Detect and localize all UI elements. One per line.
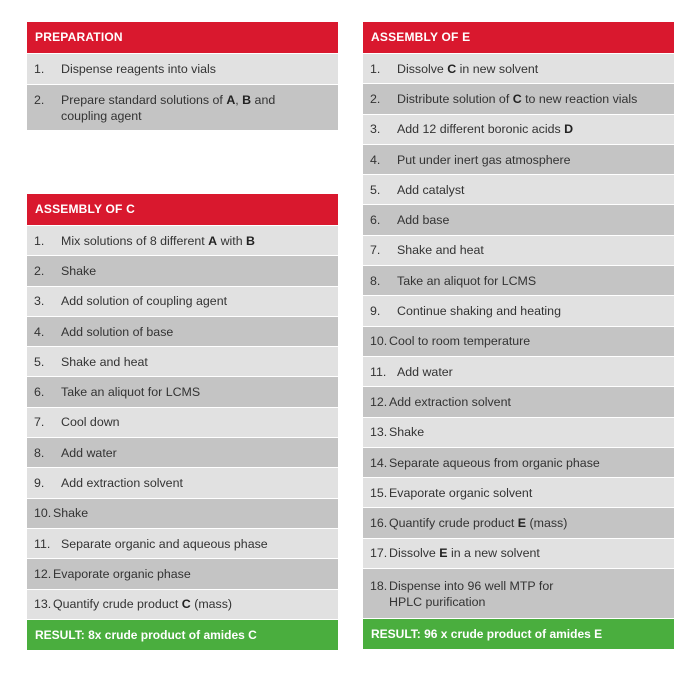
step-row bbox=[363, 417, 674, 447]
step-text: Dissolve E in a new solvent bbox=[389, 546, 540, 561]
step-number: 9. bbox=[34, 476, 45, 491]
step-text: Take an aliquot for LCMS bbox=[397, 273, 537, 288]
step-row bbox=[27, 84, 338, 130]
step-number: 17. bbox=[370, 546, 388, 561]
result-banner: RESULT: 8x crude product of amides C bbox=[27, 619, 338, 650]
compound-letter: A bbox=[208, 233, 218, 248]
step-text: Add extraction solvent bbox=[61, 476, 183, 491]
step-list bbox=[27, 53, 338, 130]
step-row bbox=[363, 114, 674, 144]
step-row bbox=[27, 376, 338, 406]
step-text: Add catalyst bbox=[397, 182, 465, 197]
step-text: Quantify crude product E (mass) bbox=[389, 516, 568, 531]
step-text: Add solution of coupling agent bbox=[61, 294, 228, 309]
step-text: Dispense reagents into vials bbox=[61, 62, 216, 76]
step-text: Shake bbox=[389, 425, 425, 440]
preparation-panel bbox=[27, 22, 338, 130]
step-row bbox=[27, 437, 338, 467]
step-row bbox=[27, 316, 338, 346]
step-number: 5. bbox=[370, 182, 381, 197]
step-number: 12. bbox=[34, 566, 52, 581]
step-list bbox=[363, 53, 674, 618]
step-number: 2. bbox=[34, 93, 45, 107]
step-number: 11. bbox=[370, 364, 387, 379]
step-row bbox=[363, 144, 674, 174]
step-row bbox=[363, 507, 674, 537]
step-text: Distribute solution of C to new reaction vials bbox=[397, 91, 638, 106]
step-number: 4. bbox=[34, 324, 45, 339]
compound-letter: C bbox=[512, 91, 522, 106]
step-number: 7. bbox=[370, 243, 381, 258]
step-row bbox=[27, 225, 338, 255]
result-banner: RESULT: 96 x crude product of amides E bbox=[363, 618, 674, 649]
step-text: Mix solutions of 8 different A with B bbox=[61, 233, 255, 248]
step-text: Evaporate organic solvent bbox=[389, 485, 533, 500]
step-number: 6. bbox=[370, 213, 381, 228]
step-text: Evaporate organic phase bbox=[53, 566, 191, 581]
step-number: 11. bbox=[34, 536, 51, 551]
compound-letter: E bbox=[439, 546, 448, 561]
step-row bbox=[363, 447, 674, 477]
step-row bbox=[363, 477, 674, 507]
step-number: 4. bbox=[370, 152, 381, 167]
step-text: Cool down bbox=[61, 415, 120, 430]
step-row bbox=[363, 356, 674, 386]
assembly-c-panel bbox=[27, 194, 338, 650]
step-text: Cool to room temperature bbox=[389, 334, 531, 349]
step-text: Shake bbox=[61, 263, 97, 278]
step-text: Add solution of base bbox=[61, 324, 174, 339]
step-number: 1. bbox=[370, 61, 381, 76]
step-row bbox=[27, 407, 338, 437]
panel-header: ASSEMBLY OF E bbox=[363, 22, 674, 53]
step-number: 2. bbox=[34, 263, 45, 278]
step-text: Prepare standard solutions of A, B and coupling agent bbox=[61, 93, 276, 123]
step-row bbox=[363, 83, 674, 113]
step-number: 15. bbox=[370, 485, 388, 500]
step-number: 3. bbox=[370, 122, 381, 137]
step-text: Add 12 different boronic acids D bbox=[397, 122, 574, 137]
compound-letter: A bbox=[226, 93, 236, 107]
step-text: Dissolve C in new solvent bbox=[397, 61, 539, 76]
compound-letter: C bbox=[181, 597, 191, 612]
step-number: 7. bbox=[34, 415, 45, 430]
step-number: 16. bbox=[370, 516, 388, 531]
step-number: 14. bbox=[370, 455, 388, 470]
step-text: Dispense into 96 well MTP for HPLC purification bbox=[389, 579, 554, 610]
step-number: 8. bbox=[370, 273, 381, 288]
step-text: Continue shaking and heating bbox=[397, 304, 561, 319]
step-text: Add water bbox=[61, 445, 117, 460]
step-list bbox=[27, 225, 338, 619]
step-number: 18. bbox=[370, 579, 388, 594]
step-row bbox=[363, 174, 674, 204]
step-row bbox=[363, 204, 674, 234]
step-number: 12. bbox=[370, 394, 388, 409]
step-row bbox=[363, 235, 674, 265]
step-number: 13. bbox=[34, 597, 52, 612]
step-number: 3. bbox=[34, 294, 45, 309]
step-number: 8. bbox=[34, 445, 45, 460]
step-row bbox=[27, 255, 338, 285]
step-row bbox=[27, 528, 338, 558]
step-number: 10. bbox=[370, 334, 388, 349]
step-text: Put under inert gas atmosphere bbox=[397, 152, 571, 167]
compound-letter: B bbox=[246, 233, 255, 248]
step-row bbox=[363, 386, 674, 416]
step-row bbox=[27, 589, 338, 619]
step-row bbox=[27, 558, 338, 588]
step-number: 9. bbox=[370, 304, 381, 319]
step-number: 10. bbox=[34, 506, 52, 521]
step-text: Shake and heat bbox=[61, 354, 148, 369]
panel-header: ASSEMBLY OF C bbox=[27, 194, 338, 225]
step-row bbox=[27, 346, 338, 376]
step-text: Shake and heat bbox=[397, 243, 484, 258]
compound-letter: E bbox=[517, 516, 527, 531]
compound-letter: D bbox=[564, 122, 574, 137]
step-row bbox=[363, 265, 674, 295]
step-row bbox=[363, 326, 674, 356]
step-text: Add extraction solvent bbox=[389, 394, 511, 409]
assembly-e-panel bbox=[363, 22, 674, 649]
step-text: Separate aqueous from organic phase bbox=[389, 455, 600, 470]
step-row bbox=[363, 568, 674, 618]
step-text: Take an aliquot for LCMS bbox=[61, 385, 201, 400]
panel-header: PREPARATION bbox=[27, 22, 338, 53]
step-row bbox=[27, 286, 338, 316]
step-row bbox=[27, 498, 338, 528]
step-row bbox=[363, 295, 674, 325]
step-text: Shake bbox=[53, 506, 89, 521]
step-text: Add water bbox=[397, 364, 453, 379]
step-text: Quantify crude product C (mass) bbox=[53, 597, 233, 612]
compound-letter: C bbox=[447, 61, 457, 76]
step-number: 13. bbox=[370, 425, 388, 440]
step-number: 1. bbox=[34, 62, 45, 76]
step-text: Separate organic and aqueous phase bbox=[61, 536, 268, 551]
step-row bbox=[27, 467, 338, 497]
step-number: 1. bbox=[34, 233, 45, 248]
step-row bbox=[27, 53, 338, 84]
step-row bbox=[363, 53, 674, 83]
step-number: 6. bbox=[34, 385, 45, 400]
compound-letter: B bbox=[242, 93, 252, 107]
step-row bbox=[363, 538, 674, 568]
step-text: Add base bbox=[397, 213, 450, 228]
step-number: 5. bbox=[34, 354, 45, 369]
step-number: 2. bbox=[370, 91, 381, 106]
